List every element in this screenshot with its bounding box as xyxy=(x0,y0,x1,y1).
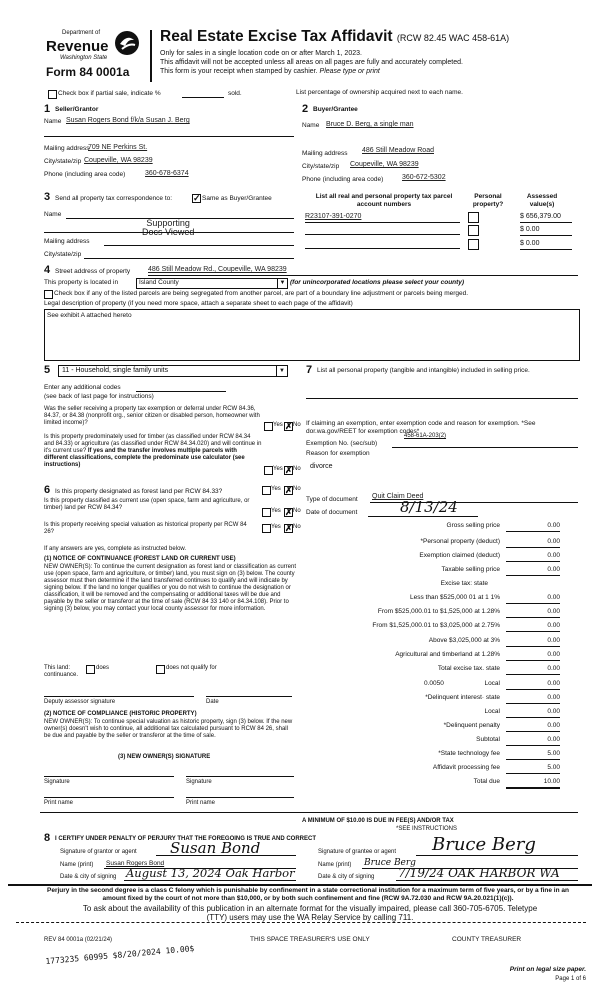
historic-yes-label: Yes xyxy=(271,524,281,530)
same-as-buyer-label: Same as Buyer/Grantee xyxy=(202,195,272,202)
tax-row-label: Total due xyxy=(473,778,500,785)
tax-row xyxy=(300,621,562,631)
tax-row xyxy=(300,593,562,603)
current-use-no-checkbox[interactable]: ✗ xyxy=(285,507,293,517)
owner-sig-label-2: Signature xyxy=(186,779,212,785)
sold-label: sold. xyxy=(228,90,242,97)
tax-row-label: Above $3,025,000 at 3% xyxy=(428,637,500,644)
alt-format-line-2: (TTY) users may use the WA Relay Service by calling 711. xyxy=(206,913,414,922)
buyer-name-value[interactable]: Bruce D. Berg, a single man xyxy=(326,121,414,128)
subtitle-1: Only for sales in a single location code on or after March 1, 2023. xyxy=(160,50,362,57)
tax-row-label: Exemption claimed (deduct) xyxy=(419,552,500,559)
tax-row-value[interactable]: 0.00 xyxy=(506,707,560,718)
ownership-note: List percentage of ownership acquired next to each name. xyxy=(296,89,463,96)
does-not-label: does not qualify for xyxy=(166,665,217,671)
does-not-checkbox[interactable] xyxy=(156,665,165,674)
seller-extra-line xyxy=(44,136,294,137)
tax-row xyxy=(300,721,562,731)
seller-heading: Seller/Grantor xyxy=(55,106,99,113)
q1-no-label: No xyxy=(293,422,301,428)
buyer-phone-label: Phone (including area code) xyxy=(302,176,384,183)
segregated-label: Check box if any of the listed parcels are being segregated from another parcel, are part of a boundary line adjustment or parcels being merged. xyxy=(54,290,469,297)
minimum-due-note: A MINIMUM OF $10.00 IS DUE IN FEE(S) AND/OR TAX xyxy=(302,818,454,824)
new-owner-sig-heading: (3) NEW OWNER(S) SIGNATURE xyxy=(118,754,211,760)
q1-yes-label: Yes xyxy=(273,422,283,428)
compliance-heading: (2) NOTICE OF COMPLIANCE (HISTORIC PROPERTY) xyxy=(44,711,197,717)
grantor-sig-label: Signature of grantor or agent xyxy=(60,849,137,855)
grantee-name-label: Name (print) xyxy=(318,862,352,868)
exempt-instructions: If claiming an exemption, enter exemption code and reason for exemption. *See dor.wa.gov/REET for exemption codes* xyxy=(306,420,536,435)
owner-print-line-2[interactable] xyxy=(186,797,294,798)
chevron-down-icon[interactable]: ▼ xyxy=(276,366,287,376)
tax-row-value[interactable]: 0.00 xyxy=(506,607,560,618)
form-number: Form 84 0001a xyxy=(46,65,130,79)
tax-row xyxy=(300,607,562,617)
tax-row-value[interactable]: 5.00 xyxy=(506,749,560,760)
owner-sig-label-1: Signature xyxy=(44,779,70,785)
tax-row-value[interactable]: 0.00 xyxy=(506,693,560,704)
tax-row-label: Local xyxy=(484,708,500,715)
tax-row xyxy=(300,735,562,745)
doc-type-value[interactable]: Quit Claim Deed xyxy=(372,493,424,500)
doc-date-label: Date of document xyxy=(306,509,358,516)
does-label: does xyxy=(96,665,110,671)
parcel-line-1 xyxy=(305,222,460,223)
seller-phone-value[interactable]: 360-678-6374 xyxy=(145,170,189,177)
tax-row-label: *Delinquent penalty xyxy=(443,722,500,729)
personal-property-line[interactable] xyxy=(306,398,578,399)
continuance-heading: (1) NOTICE OF CONTINUANCE (FOREST LAND OR CURRENT USE) xyxy=(44,556,236,562)
legal-desc-value: See exhibit A attached hereto xyxy=(47,312,132,319)
tax-row xyxy=(300,777,562,787)
tax-row xyxy=(300,763,562,773)
timber-question: Is this property predominately used for timber (as classified under RCW 84.34 and 84.33) or agriculture (as classified under RCW 84.34.020) and will continue in it's current use? If yes and the transfer involves multiple parcels with different classifications, complete the predominate use calculator (see instructions) xyxy=(44,434,262,468)
doc-date-line xyxy=(368,516,478,517)
tax-row xyxy=(300,707,562,717)
buyer-address-label: Mailing address xyxy=(302,150,348,157)
personal-checkbox-3[interactable] xyxy=(468,239,479,250)
grantee-date-label: Date & city of signing xyxy=(318,874,375,880)
tax-row-value[interactable]: 0.00 xyxy=(506,565,560,576)
tax-row-label: Total excise tax. state xyxy=(437,665,500,672)
q2-yes-checkbox[interactable] xyxy=(264,466,273,475)
tax-row xyxy=(300,579,562,589)
see-instructions-note: *SEE INSTRUCTIONS xyxy=(396,826,458,832)
buyer-address-value[interactable]: 486 Still Meadow Road xyxy=(362,147,434,154)
section-8-number: 8 xyxy=(44,832,51,844)
tax-row xyxy=(300,664,562,674)
current-use-yes-label: Yes xyxy=(271,508,281,514)
forest-yes-checkbox[interactable] xyxy=(262,486,271,495)
street-value[interactable]: 486 Still Meadow Rd., Coupeville, WA 98239 xyxy=(148,266,287,273)
footer-dashed-line xyxy=(16,922,586,923)
seller-name-value[interactable]: Susan Rogers Bond f/k/a Susan J. Berg xyxy=(66,117,190,124)
perjury-notice: Perjury in the second degree is a class C felony which is punishable by confinement in a state correctional institution for a maximum term of five years, or by a fine in an amount fixed by the court of not more than $10,000, or by both such confinement and fine (RCW 9A.72.030 and RCW 9A.20.021(1)(c)). xyxy=(47,887,569,902)
corr-city-label: City/state/zip xyxy=(44,251,82,258)
parcel-col-header: List all real and personal property tax parcel account numbers xyxy=(315,193,453,208)
county-select[interactable] xyxy=(136,278,288,289)
any-yes-note: If any answers are yes, complete as instructed below. xyxy=(44,546,187,552)
parcel-line-2[interactable] xyxy=(305,234,460,235)
corr-extra-line xyxy=(44,232,294,233)
tax-row-value[interactable]: 0.00 xyxy=(506,621,560,632)
subtitle-2: This affidavit will not be accepted unless all areas on all pages are fully and accurately completed. xyxy=(160,59,463,66)
seller-phone-label: Phone (including area code) xyxy=(44,171,126,178)
county-value: Island County xyxy=(139,279,179,286)
legal-paper-note: Print on legal size paper. xyxy=(509,966,586,973)
tax-row xyxy=(300,650,562,660)
form-title: Real Estate Excise Tax Affidavit (RCW 82.45 WAC 458-61A) xyxy=(160,28,510,45)
grantor-date-value[interactable]: August 13, 2024 Oak Harbor xyxy=(126,866,295,880)
historic-no-label: No xyxy=(293,524,301,530)
corr-address-line[interactable] xyxy=(104,245,294,246)
forest-no-label: No xyxy=(293,486,301,492)
tax-row xyxy=(300,551,562,561)
treasurer-use-label: THIS SPACE TREASURER'S USE ONLY xyxy=(250,936,370,943)
partial-sale-checkbox[interactable] xyxy=(48,90,57,99)
subtitle-3: This form is your receipt when stamped by cashier. Please type or print xyxy=(160,68,380,75)
tax-row-label: *State technology fee xyxy=(438,750,500,757)
section-3-number: 3 xyxy=(44,191,51,203)
tax-row-label: Subtotal xyxy=(476,736,500,743)
footer-divider xyxy=(8,884,592,886)
reason-value[interactable]: divorce xyxy=(310,463,333,470)
parcel-number-1[interactable]: R23107-391-0270 xyxy=(305,213,362,220)
tax-row-label: From $1,525,000.01 to $3,025,000 at 2.75% xyxy=(372,622,500,629)
tax-row-value[interactable]: 0.00 xyxy=(506,521,560,532)
exempt-no-label: Exemption No. (sec/sub) xyxy=(306,440,378,447)
tax-row-label: Taxable selling price xyxy=(441,566,500,573)
seller-name-label: Name xyxy=(44,118,62,125)
partial-sale-percent-line[interactable] xyxy=(182,97,224,98)
forest-yes-label: Yes xyxy=(271,486,281,492)
deputy-date-line[interactable] xyxy=(206,696,292,697)
forest-no-checkbox[interactable]: ✗ xyxy=(285,485,293,495)
tax-row xyxy=(300,537,562,547)
q2-no-label: No xyxy=(293,466,301,472)
buyer-heading: Buyer/Grantee xyxy=(313,106,358,113)
current-use-no-label: No xyxy=(293,508,301,514)
current-use-question: Is this property classified as current use (open space, farm and agriculture, or timber) land per RCW 84.34? xyxy=(44,498,250,511)
tax-row xyxy=(300,749,562,759)
tax-row-label: From $525,000.01 to $1,525,000 at 1.28% xyxy=(377,608,500,615)
header-divider xyxy=(150,30,152,82)
reason-label: Reason for exemption xyxy=(306,450,370,457)
section-7-number: 7 xyxy=(306,364,313,376)
grantee-date-line xyxy=(396,880,578,881)
tax-row-value[interactable]: 0.00 xyxy=(506,721,560,732)
chevron-down-icon[interactable]: ▼ xyxy=(277,279,287,288)
partial-sale-label: Check box if partial sale, indicate % xyxy=(58,90,161,97)
seller-city-label: City/state/zip xyxy=(44,158,82,165)
supporting-docs-stamp: Supporting Docs Viewed xyxy=(142,218,195,237)
buyer-city-label: City/state/zip xyxy=(302,163,340,170)
deputy-date-label: Date xyxy=(206,699,219,705)
deputy-sig-line[interactable] xyxy=(44,696,194,697)
seller-address-value[interactable]: 709 NE Perkins St. xyxy=(88,144,148,151)
assessed-value-2[interactable]: $ 0.00 xyxy=(520,226,572,236)
compliance-text: NEW OWNER(S): To continue special valuation as historic property, sign (3) below. If the new owner(s) doesn't wish to continue, all additional tax calculated pursuant to RCW 84 26, shall be due and payable by the seller or transferor at the time of sale. xyxy=(44,719,293,739)
personal-checkbox-1[interactable] xyxy=(468,212,479,223)
tax-row xyxy=(300,679,562,689)
owner-print-label-2: Print name xyxy=(186,800,216,806)
segregated-checkbox[interactable] xyxy=(44,290,53,299)
grantor-date-line xyxy=(124,880,296,881)
exempt-no-value[interactable]: 458-61A-203(2) xyxy=(404,433,447,439)
tax-row-label: *Delinquent interest· state xyxy=(425,694,500,701)
dept-line: Department of xyxy=(62,30,101,36)
receipt-stamp: 1773235 60995 $8/20/2024 10.00$ xyxy=(45,944,195,967)
tax-row xyxy=(300,693,562,703)
codes-label: Enter any additional codes xyxy=(44,384,121,391)
legal-desc-textarea[interactable] xyxy=(44,309,580,361)
street-line xyxy=(148,275,578,276)
county-treasurer-label: COUNTY TREASURER xyxy=(452,936,522,943)
seller-city-value[interactable]: Coupeville, WA 98239 xyxy=(84,157,153,164)
personal-col-header: Personal property? xyxy=(472,193,504,208)
q2-no-checkbox[interactable]: ✗ xyxy=(285,465,293,475)
grantee-sig-line xyxy=(416,855,578,856)
exempt-no-line xyxy=(392,447,578,448)
doc-date-value[interactable]: 8/13/24 xyxy=(400,498,458,516)
legal-desc-label: Legal description of property (if you need more space, attach a separate sheet to each page of the affidavit) xyxy=(44,300,353,307)
does-checkbox[interactable] xyxy=(86,665,95,674)
wa-dor-logo xyxy=(114,30,140,56)
personal-property-text: List all personal property (tangible and intangible) included in selling price. xyxy=(317,367,530,374)
street-label: Street address of property xyxy=(55,268,131,275)
section-8-divider xyxy=(40,812,578,813)
tax-row-value[interactable]: 0.00 xyxy=(506,679,560,690)
assessed-value-3[interactable]: $ 0.00 xyxy=(520,240,572,250)
tax-row xyxy=(300,521,562,531)
historic-no-checkbox[interactable]: ✗ xyxy=(285,523,293,533)
forest-question: Is this property designated as forest land per RCW 84.33? xyxy=(55,488,223,495)
exemption-question: Was the seller receiving a property tax exemption or deferral under RCW 84.36, 84.37, or 84.38 (nonprofit org., senior citizen or disabled person, homeowner with limited income)? xyxy=(44,406,260,426)
doc-type-label: Type of document xyxy=(306,496,358,503)
tax-row-label: Affidavit processing fee xyxy=(432,764,500,771)
tax-row-value[interactable]: 10.00 xyxy=(506,777,560,789)
tax-row-value[interactable]: 0.00 xyxy=(506,664,560,675)
section-6-number: 6 xyxy=(44,484,51,496)
corr-city-line[interactable] xyxy=(84,258,294,259)
buyer-city-value[interactable]: Coupeville, WA 98239 xyxy=(350,161,419,168)
tax-row-label: Excise tax: state xyxy=(440,580,488,587)
historic-yes-checkbox[interactable] xyxy=(262,524,271,533)
dept-revenue: Revenue xyxy=(46,38,109,55)
codes-note: (see back of last page for instructions) xyxy=(44,393,154,400)
deputy-sig-label: Deputy assessor signature xyxy=(44,699,116,705)
seller-address-label: Mailing address xyxy=(44,145,90,152)
alt-format-line-1: To ask about the availability of this publication in an alternate format for the visually impaired, please call 360-705-6705. Teletype xyxy=(82,904,538,913)
this-land-label: This land: continuance. xyxy=(44,665,79,678)
tax-row-label: Local xyxy=(484,680,500,687)
tax-row xyxy=(300,636,562,646)
corr-address-label: Mailing address xyxy=(44,238,90,245)
q2-yes-label: Yes xyxy=(273,466,283,472)
tax-row-value[interactable]: 0.00 xyxy=(506,593,560,604)
tax-row-value[interactable]: 5.00 xyxy=(506,763,560,774)
grantee-date-value[interactable]: 7/19/24 OAK HARBOR WA xyxy=(398,866,560,880)
assessed-col-header: Assessed value(s) xyxy=(526,193,558,208)
continuance-text: NEW OWNER(S): To continue the current designation as forest land or classification as current use (open space, farm and agriculture, or timber) land, you must sign on (3) below. The county assessor must then determine if the land transferred continues to qualify and will indicate by signing below. If the land no longer qualifies or you do not wish to continue the designation or classification, it will be removed and the compensating or additional taxes will be due and payable by the seller or transferor at the time of sale (RCW 84 33 140 or 84.34.108). Prior to signing (3) below, you may contact your local county assessor for more information. xyxy=(44,564,296,612)
tax-row-value[interactable]: 0.00 xyxy=(506,551,560,562)
correspondence-label: Send all property tax correspondence to: xyxy=(55,195,173,202)
tax-row-label: *Personal property (deduct) xyxy=(420,538,500,545)
tax-row-label: Agricultural and timberland at 1.28% xyxy=(395,651,500,658)
grantor-date-label: Date & city of signing xyxy=(60,874,117,880)
grantor-name-value[interactable]: Susan Rogers Bond xyxy=(106,860,165,867)
certify-statement: I CERTIFY UNDER PENALTY OF PERJURY THAT THE FOREGOING IS TRUE AND CORRECT xyxy=(55,836,317,842)
tax-row-label: Less than $525,000 01 at 1 1% xyxy=(410,594,500,601)
page-number: Page 1 of 6 xyxy=(555,976,586,982)
q1-no-checkbox[interactable]: ✗ xyxy=(285,421,293,431)
assessed-value-1[interactable]: $ 656,379.00 xyxy=(520,213,572,223)
current-use-yes-checkbox[interactable] xyxy=(262,508,271,517)
tax-row-value[interactable]: 0.00 xyxy=(506,650,560,661)
revision-label: REV 84 0001a (02/21/24) xyxy=(44,937,113,943)
grantor-signature[interactable]: Susan Bond xyxy=(170,839,261,857)
historic-question: Is this property receiving special valuation as historical property per RCW 84 26? xyxy=(44,522,247,535)
tax-row-value[interactable]: 0.00 xyxy=(506,735,560,746)
grantor-name-label: Name (print) xyxy=(60,862,94,868)
tax-row-value[interactable]: 0.00 xyxy=(506,537,560,548)
unincorporated-note: (for unincorporated locations please select your county) xyxy=(290,279,465,286)
buyer-name-label: Name xyxy=(302,122,320,129)
owner-print-line-1[interactable] xyxy=(44,797,174,798)
section-4-number: 4 xyxy=(44,264,51,276)
same-as-buyer-checkbox[interactable]: ✓ xyxy=(193,193,201,203)
section-1-number: 1 xyxy=(44,103,51,115)
located-label: This property is located in xyxy=(44,279,119,286)
codes-line[interactable] xyxy=(136,391,226,392)
buyer-phone-value[interactable]: 360-672-5302 xyxy=(402,174,446,181)
section-5-number: 5 xyxy=(44,364,51,376)
tax-row xyxy=(300,565,562,575)
owner-print-label-1: Print name xyxy=(44,800,74,806)
tax-row-value[interactable]: 0.00 xyxy=(506,636,560,647)
land-use-value: 11 - Household, single family units xyxy=(62,367,169,374)
q1-yes-checkbox[interactable] xyxy=(264,422,273,431)
grantor-sig-line xyxy=(156,855,296,856)
grantee-signature[interactable]: Bruce Berg xyxy=(432,834,536,855)
personal-checkbox-2[interactable] xyxy=(468,225,479,236)
grantee-name-value[interactable]: Bruce Berg xyxy=(364,858,416,868)
owner-sig-line-1[interactable] xyxy=(44,776,174,777)
corr-name-label: Name xyxy=(44,211,62,218)
tax-row-label: Gross selling price xyxy=(446,522,500,529)
land-use-select[interactable] xyxy=(58,365,288,377)
grantee-sig-label: Signature of grantee or agent xyxy=(318,849,397,855)
section-2-number: 2 xyxy=(302,103,309,115)
parcel-line-3[interactable] xyxy=(305,248,460,249)
owner-sig-line-2[interactable] xyxy=(186,776,294,777)
local-tax-rate: 0.0050 xyxy=(424,680,444,687)
dept-state: Washington State xyxy=(60,55,108,61)
